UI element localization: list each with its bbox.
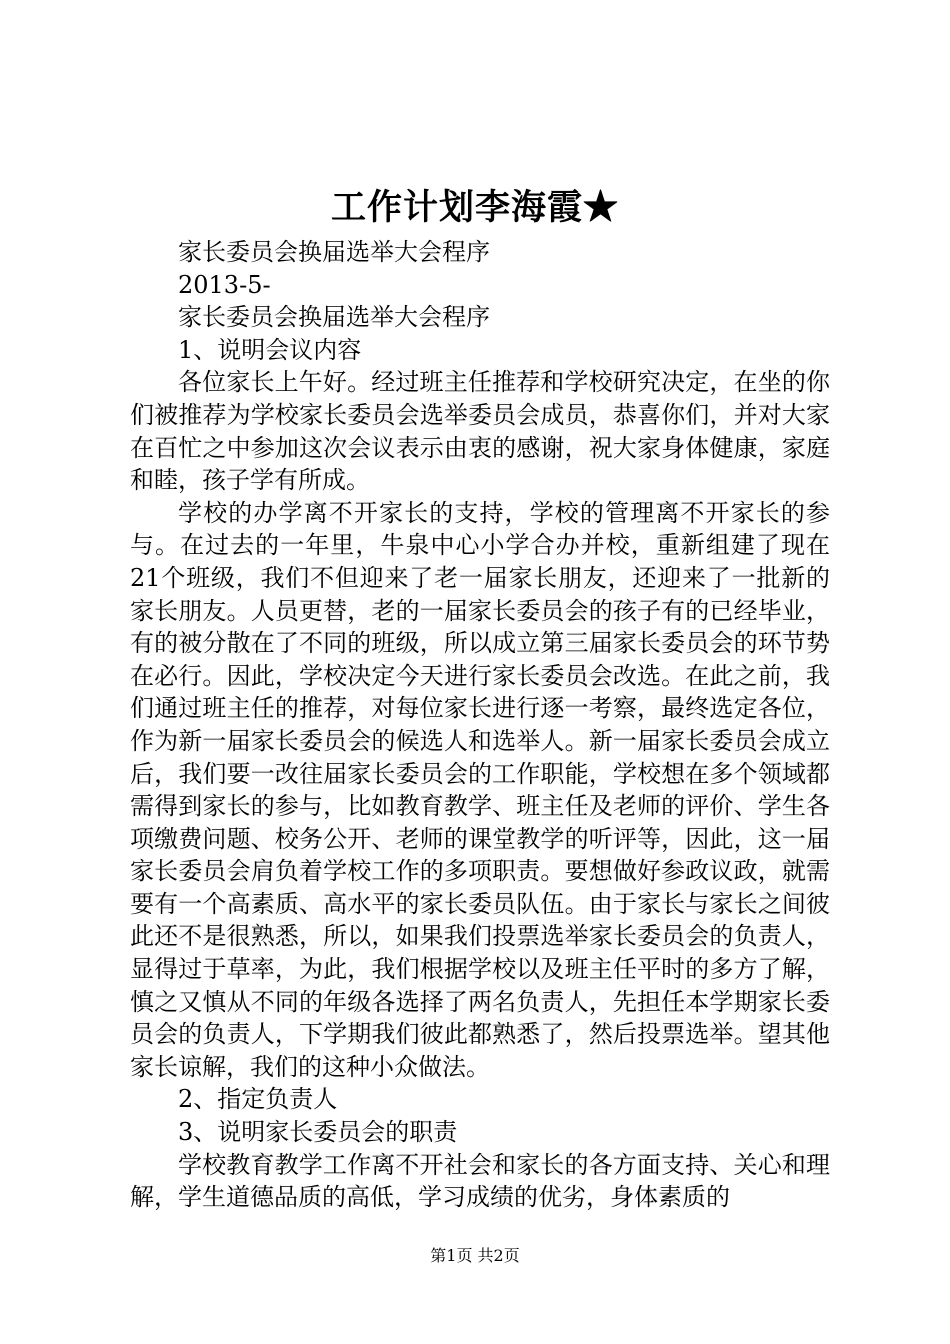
- paragraph-section-3: 3、说明家长委员会的职责: [178, 1118, 458, 1147]
- document-title: 工作计划李海霞★: [330, 187, 619, 228]
- paragraph-main: 学校的办学离不开家长的支持，学校的管理离不开家长的参与。在过去的一年里，牛泉中心小学合办并校，重新组建了现在21个班级，我们不但迎来了老一届家长朋友，还迎来了一批新的家长朋友。人员更替，老的一届家长委员会的孩子有的已经毕业，有的被分散在了不同的班级，所以成立第三届家长委员会的环节势在必行。因此，学校决定今天进行家长委员会改选。在此之前，我们通过班主任的推荐，对每位家长进行逐一考察，最终选定各位，作为新一届家长委员会的候选人和选举人。新一届家长委员会成立后，我们要一改往届家长委员会的工作职能，学校想在多个领域都需得到家长的参与，比如教育教学、班主任及老师的评价、学生各项缴费问题、校务公开、老师的课堂教学的听评等，因此，这一届家长委员会肩负着学校工作的多项职责。要想做好参政议政，就需要有一个高素质、高水平的家长委员队伍。由于家长与家长之间彼此还不是很熟悉，所以，如果我们投票选举家长委员会的负责人，显得过于草率，为此，我们根据学校以及班主任平时的多方了解，慎之又慎从不同的年级各选择了两名负责人，先担任本学期家长委员会的负责人，下学期我们彼此都熟悉了，然后投票选举。望其他家长谅解，我们的这种小众做法。: [130, 498, 830, 1081]
- document-body: [130, 236, 830, 1214]
- paragraph-greeting: 各位家长上午好。经过班主任推荐和学校研究决定，在坐的你们被推荐为学校家长委员会选举委员会成员，恭喜你们，并对大家在百忙之中参加这次会议表示由衷的感谢，祝大家身体健康，家庭和睦，孩子学有所成。: [130, 368, 830, 495]
- paragraph-subtitle-repeat: 家长委员会换届选举大会程序: [178, 303, 490, 332]
- paragraph-duties: 学校教育教学工作离不开社会和家长的各方面支持、关心和理解，学生道德品质的高低，学习成绩的优劣，身体素质的: [130, 1150, 830, 1212]
- paragraph-subtitle: 家长委员会换届选举大会程序: [178, 238, 490, 266]
- paragraph-section-2: 2、指定负责人: [178, 1085, 338, 1114]
- page-footer: 第1页 共2页: [430, 1246, 520, 1265]
- paragraph-date: 2013-5-: [178, 270, 271, 299]
- paragraph-section-1: 1、说明会议内容: [178, 335, 362, 364]
